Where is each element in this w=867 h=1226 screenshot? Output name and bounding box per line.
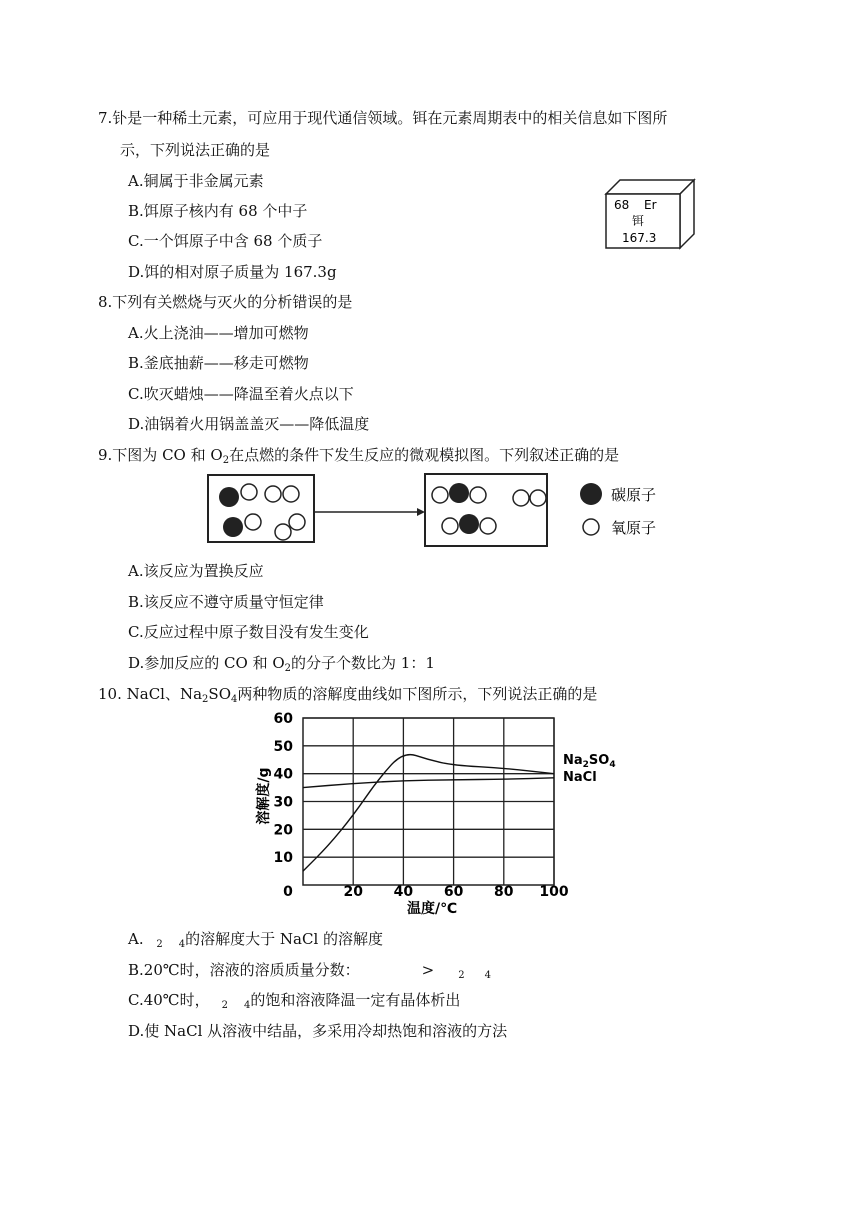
element-name: 铒 (632, 214, 645, 228)
q10-option-b: B.20℃时，溶液的溶质质量分数： > $_2$ $_4$ (128, 961, 491, 981)
series-line-na2so4 (303, 755, 554, 871)
q9-option-a: A.该反应为置换反应 (128, 562, 264, 580)
element-number: 68 (614, 198, 630, 212)
x-tick-label: 80 (494, 884, 514, 900)
q7-stem-line2: 示，下列说法正确的是 (120, 141, 271, 159)
element-symbol: Er (644, 198, 657, 212)
x-tick-label: 40 (393, 884, 414, 900)
chart-curves (303, 755, 554, 871)
legend-oxygen: 氧原子 (611, 519, 657, 537)
y-tick-label: 50 (273, 738, 293, 755)
q10-option-c: C.40℃时， $_2$ $_4$的饱和溶液降温一定有晶体析出 (128, 991, 461, 1011)
q9-option-b: B.该反应不遵守质量守恒定律 (128, 593, 324, 611)
q8-option-b: B.釜底抽薪——移走可燃物 (128, 354, 309, 372)
element-mass: 167.3 (622, 231, 657, 245)
y-tick-label: 40 (273, 766, 293, 783)
q7-option-b: B.饵原子核内有 68 个中子 (128, 202, 308, 220)
y-tick-label: 30 (273, 794, 293, 811)
x-tick-label: 60 (443, 884, 464, 900)
reaction-micro-diagram (205, 470, 675, 552)
series-line-nacl (303, 778, 554, 788)
x-tick-label: 100 (539, 884, 569, 900)
q8-stem: 8.下列有关燃烧与灭火的分析错误的是 (98, 293, 353, 311)
solubility-chart (248, 706, 628, 918)
q9-option-d: D.参加反应的 CO 和 $O_2$的分子个数比为 1：1 (128, 654, 435, 674)
q10-option-d: D.使 NaCl 从溶液中结晶，多采用冷却热饱和溶液的方法 (128, 1022, 508, 1040)
q10-stem: 10. NaCl、$Na_2SO_4$两种物质的溶解度曲线如下图所示，下列说法正确的是 (98, 685, 598, 705)
q9-option-c: C.反应过程中原子数目没有发生变化 (128, 623, 369, 641)
q9-stem: 9.下图为 CO 和 $O_2$在点燃的条件下发生反应的微观模拟图。下列叙述正确的是 (98, 446, 620, 466)
series-label-nacl: NaCl (563, 770, 597, 785)
q8-option-c: C.吹灭蜡烛——降温至着火点以下 (128, 385, 354, 403)
q8-option-d: D.油锅着火用锅盖盖灭——降低温度 (128, 415, 370, 433)
carbon-atom-legend-icon (580, 483, 602, 505)
x-tick-labels (283, 884, 569, 900)
x-tick-label: 20 (343, 884, 363, 900)
x-tick-label: 0 (283, 884, 293, 900)
q7-option-a: A.铜属于非金属元素 (128, 172, 264, 190)
q7-option-d: D.饵的相对原子质量为 167.3g (128, 263, 337, 281)
element-card-erbium (604, 178, 696, 250)
q7-stem-line1: 7.钋是一种稀土元素，可应用于现代通信领域。铒在元素周期表中的相关信息如下图所 (98, 109, 668, 127)
series-label-na2so4: $Na_2SO_4$ (563, 753, 616, 770)
q8-option-a: A.火上浇油——增加可燃物 (128, 324, 309, 342)
oxygen-atom-legend-icon (583, 519, 599, 535)
y-tick-label: 60 (273, 711, 293, 727)
y-tick-labels (274, 711, 294, 866)
q10-option-a: A. $_2$ $_4$的溶解度大于 NaCl 的溶解度 (128, 930, 384, 950)
x-axis-label: 温度/℃ (406, 901, 458, 917)
legend-carbon: 碳原子 (611, 486, 657, 504)
y-tick-label: 20 (273, 822, 293, 839)
y-tick-label: 10 (273, 850, 293, 867)
chart-grid (303, 718, 554, 885)
y-axis-label: 溶解度/g (256, 767, 272, 825)
q7-option-c: C.一个饵原子中含 68 个质子 (128, 232, 323, 250)
